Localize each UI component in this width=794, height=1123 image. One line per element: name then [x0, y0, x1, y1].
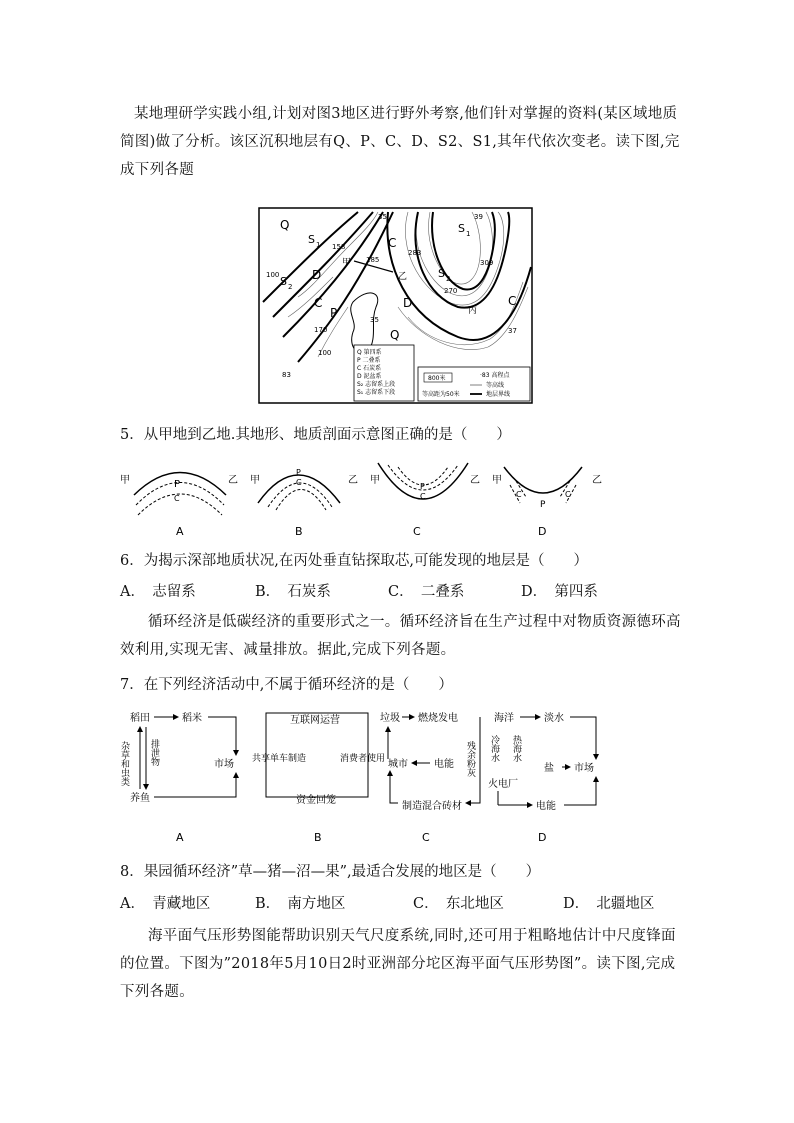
svg-text:83: 83 — [282, 371, 291, 379]
svg-text:37: 37 — [508, 327, 517, 335]
option-d-letter: D — [538, 525, 547, 538]
svg-text:309: 309 — [480, 259, 494, 267]
svg-text:C: C — [422, 831, 430, 844]
svg-text:稻米: 稻米 — [182, 713, 202, 724]
q6-option-c[interactable]: C． 二叠系 — [388, 584, 465, 600]
svg-text:市场: 市场 — [214, 759, 234, 770]
svg-text:C: C — [420, 492, 426, 501]
q7-diagrams — [118, 705, 618, 850]
svg-text:甲: 甲 — [492, 475, 502, 486]
q6-option-b[interactable]: B． 石炭系 — [255, 584, 331, 600]
question-7: 7．在下列经济活动中,不属于循环经济的是（ ） — [120, 677, 453, 693]
svg-text:冷海水: 冷海水 — [489, 735, 499, 762]
svg-text:Q 第四系: Q 第四系 — [357, 349, 382, 356]
option-b-letter: B — [295, 525, 303, 538]
svg-text:C: C — [516, 490, 522, 499]
svg-text:283: 283 — [408, 249, 422, 257]
svg-text:2: 2 — [288, 283, 293, 291]
svg-text:燃烧发电: 燃烧发电 — [418, 713, 458, 724]
svg-text:39: 39 — [474, 213, 483, 221]
map-label-s1b: S — [458, 222, 465, 235]
svg-text:D: D — [538, 831, 547, 844]
option-c-letter: C — [413, 525, 421, 538]
map-label-yi: 乙 — [398, 272, 408, 282]
q8-option-b[interactable]: B． 南方地区 — [255, 896, 346, 912]
map-label-s2: S — [280, 275, 287, 288]
svg-text:35: 35 — [378, 213, 387, 221]
svg-text:资金回笼: 资金回笼 — [296, 795, 336, 806]
intro-paragraph-3: 海平面气压形势图能帮助识别天气尺度系统,同时,还可用于粗略地估计中尺度锋面的位置。下图为”2018年5月10日2时亚洲部分坨区海平面气压形势图”。读下图,完成下列各题。 — [120, 928, 676, 1000]
map-label-q2: Q — [390, 328, 400, 342]
svg-text:185: 185 — [366, 256, 380, 264]
svg-text:A: A — [176, 831, 184, 844]
q6-option-a[interactable]: A． 志留系 — [120, 584, 196, 600]
q8-options — [120, 894, 680, 914]
svg-text:C: C — [565, 490, 571, 499]
svg-text:等高距为50米: 等高距为50米 — [422, 391, 460, 398]
svg-text:D 泥盆系: D 泥盆系 — [357, 373, 382, 380]
svg-text:2: 2 — [446, 275, 451, 283]
map-label-s2b: S — [438, 267, 445, 280]
option-a-letter: A — [176, 525, 184, 538]
svg-text:·83 高程点: ·83 高程点 — [480, 372, 510, 379]
svg-text:甲: 甲 — [370, 475, 380, 486]
svg-text:乙: 乙 — [470, 475, 480, 486]
svg-text:市场: 市场 — [574, 763, 594, 774]
q8-option-a[interactable]: A． 青藏地区 — [120, 896, 211, 912]
svg-text:养鱼: 养鱼 — [130, 793, 150, 804]
map-label-c2: C — [388, 236, 397, 250]
svg-text:C 石炭系: C 石炭系 — [357, 365, 382, 372]
svg-text:乙: 乙 — [348, 475, 358, 486]
q6-options — [120, 582, 680, 602]
svg-text:C: C — [174, 494, 180, 503]
svg-text:C: C — [296, 478, 302, 487]
svg-text:158: 158 — [332, 243, 346, 251]
svg-text:互联网运营: 互联网运营 — [290, 715, 340, 726]
map-label-q: Q — [280, 218, 290, 232]
svg-text:1: 1 — [466, 230, 471, 238]
svg-text:100: 100 — [318, 349, 332, 357]
svg-text:甲: 甲 — [250, 475, 260, 486]
svg-text:垃圾: 垃圾 — [380, 713, 400, 724]
q5-profiles — [118, 455, 618, 540]
svg-text:S₁ 志留系下段: S₁ 志留系下段 — [357, 389, 396, 396]
svg-text:乙: 乙 — [228, 475, 238, 486]
svg-text:P: P — [174, 479, 181, 490]
svg-text:排泄物: 排泄物 — [149, 739, 159, 766]
map-label-c3: C — [508, 294, 517, 308]
svg-text:火电厂: 火电厂 — [488, 779, 518, 790]
svg-text:1: 1 — [316, 241, 321, 249]
svg-text:杂草和虫类: 杂草和虫类 — [119, 741, 129, 786]
map-label-jia: 甲 — [342, 258, 352, 268]
question-5: 5．从甲地到乙地.其地形、地质剖面示意图正确的是（ ） — [120, 427, 511, 443]
svg-text:B: B — [314, 831, 322, 844]
svg-text:乙: 乙 — [592, 475, 602, 486]
geology-map — [258, 207, 533, 404]
svg-text:地层界线: 地层界线 — [486, 391, 511, 398]
map-label-d2: D — [403, 296, 413, 310]
map-label-d: D — [312, 268, 322, 282]
q8-option-c[interactable]: C． 东北地区 — [413, 896, 504, 912]
svg-text:P: P — [296, 468, 301, 477]
svg-text:盐: 盐 — [544, 763, 554, 774]
svg-text:甲: 甲 — [120, 475, 130, 486]
svg-text:170: 170 — [314, 326, 328, 334]
svg-text:淡水: 淡水 — [544, 713, 564, 724]
map-label-c: C — [314, 296, 323, 310]
svg-text:电能: 电能 — [536, 801, 556, 812]
q8-option-d[interactable]: D． 北疆地区 — [563, 896, 655, 912]
q6-option-d[interactable]: D． 第四系 — [521, 584, 598, 600]
svg-text:城市: 城市 — [388, 759, 408, 770]
svg-text:S₂ 志留系上段: S₂ 志留系上段 — [357, 381, 396, 388]
map-label-s1: S — [308, 233, 315, 246]
svg-text:100: 100 — [266, 271, 280, 279]
svg-text:海洋: 海洋 — [494, 713, 514, 724]
svg-text:P 二叠系: P 二叠系 — [357, 357, 381, 364]
svg-text:800米: 800米 — [428, 375, 446, 382]
svg-text:稻田: 稻田 — [130, 713, 150, 724]
svg-text:制造混合砖材: 制造混合砖材 — [402, 801, 462, 812]
map-label-p: P — [330, 306, 338, 320]
svg-text:P: P — [420, 482, 425, 491]
svg-text:P: P — [540, 500, 546, 510]
svg-text:热海水: 热海水 — [511, 735, 521, 762]
svg-text:残余粉灰: 残余粉灰 — [465, 741, 475, 777]
svg-text:共享单车制造: 共享单车制造 — [252, 754, 307, 764]
svg-text:消费者使用: 消费者使用 — [340, 754, 386, 764]
svg-text:35: 35 — [370, 316, 379, 324]
svg-text:等高线: 等高线 — [486, 382, 505, 389]
intro-paragraph-1: 某地理研学实践小组,计划对图3地区进行野外考察,他们针对掌握的资料(某区域地质简图)做了分析。该区沉积地层有Q、P、C、D、S2、S1,其年代依次变老。读下图,完成下列各题 — [120, 106, 680, 178]
map-label-bing: 丙 — [468, 306, 478, 316]
intro-paragraph-2: 循环经济是低碳经济的重要形式之一。循环经济旨在生产过程中对物质资源德环高效利用,实现无害、减量排放。据此,完成下列各题。 — [120, 614, 681, 658]
svg-text:电能: 电能 — [434, 759, 454, 770]
question-6: 6．为揭示深部地质状况,在丙处垂直钻探取芯,可能发现的地层是（ ） — [120, 553, 588, 569]
question-8: 8．果园循环经济”草—猪—沼—果”,最适合发展的地区是（ ） — [120, 864, 541, 880]
svg-text:270: 270 — [444, 287, 458, 295]
